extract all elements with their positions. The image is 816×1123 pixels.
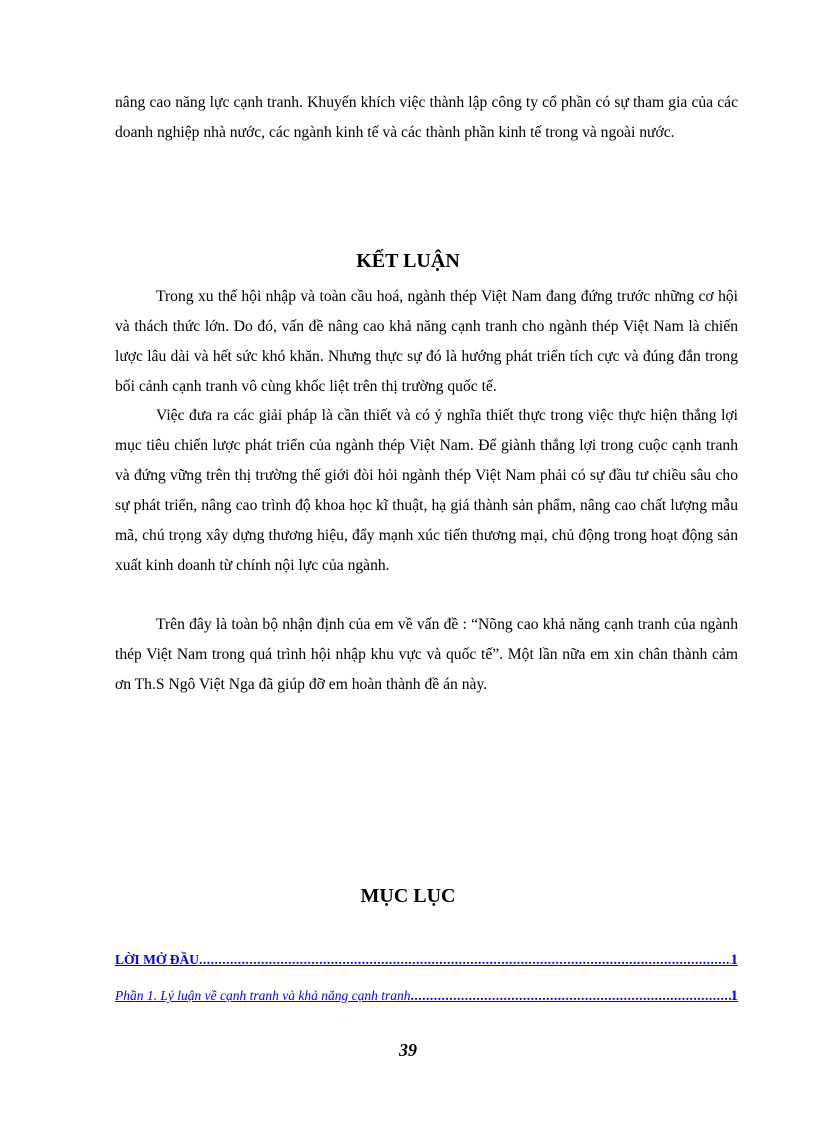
toc-item-page: 1 — [730, 952, 738, 968]
conclusion-paragraph-1: Trong xu thế hội nhập và toàn cầu hoá, ngành thép Việt Nam đang đứng trước những cơ hội và thách thức lớn. Do đó, vấn đề nâng cao khả năng cạnh tranh cho ngành thép Việt Nam là chiến lược lâu dài và hết sức khó khăn. Nhưng thực sự đó là hướng phát triển tích cực và đúng đắn trong bối cảnh cạnh tranh vô cùng khốc liệt trên thị trường quốc tế. — [115, 288, 738, 395]
toc-heading: MỤC LỤC — [360, 885, 456, 907]
toc-item-label: LỜI MỞ ĐẦU — [115, 952, 199, 967]
intro-paragraph: nâng cao năng lực cạnh tranh. Khuyến khích việc thành lập công ty cổ phần có sự tham gia của các doanh nghiệp nhà nước, các ngành kinh tế và các thành phần kinh tế trong và ngoài nước. — [115, 94, 738, 141]
page-number: 39 — [399, 1040, 417, 1060]
toc-item-page: 1 — [730, 988, 738, 1004]
toc-item-label: Phần 1. Lý luận về cạnh tranh và khả năng cạnh tranh — [115, 988, 411, 1003]
toc-leader-dots — [410, 988, 730, 1004]
toc-item-loi-mo-dau[interactable] — [115, 952, 738, 969]
conclusion-paragraph-3: Trên đây là toàn bộ nhận định của em về vấn đề : “Nõng cao khả năng cạnh tranh của ngành thép Việt Nam trong quá trình hội nhập khu vực và quốc tế”. Một lần nữa em xin chân thành cảm ơn Th.S Ngô Việt Nga đã giúp đỡ em hoàn thành đề án này. — [115, 616, 738, 693]
toc-item-phan-1[interactable] — [115, 988, 738, 1005]
conclusion-heading: KẾT LUẬN — [356, 250, 460, 272]
conclusion-paragraph-2: Việc đưa ra các giải pháp là cần thiết và có ý nghĩa thiết thực trong việc thực hiện thắng lợi mục tiêu chiến lược phát triển của ngành thép Việt Nam. Để giành thắng lợi trong cuộc cạnh tranh và đứng vững trên thị trường thế giới đòi hỏi ngành thép Việt Nam phải có sự đầu tư chiều sâu cho sự phát triển, nâng cao trình độ khoa học kĩ thuật, hạ giá thành sản phẩm, nâng cao chất lượng mẫu mã, chú trọng xây dựng thương hiệu, đẩy mạnh xúc tiến thương mại, chủ động trong hoạt động sản xuất kinh doanh từ chính nội lực của ngành. — [115, 407, 738, 574]
toc-leader-dots — [199, 952, 731, 968]
